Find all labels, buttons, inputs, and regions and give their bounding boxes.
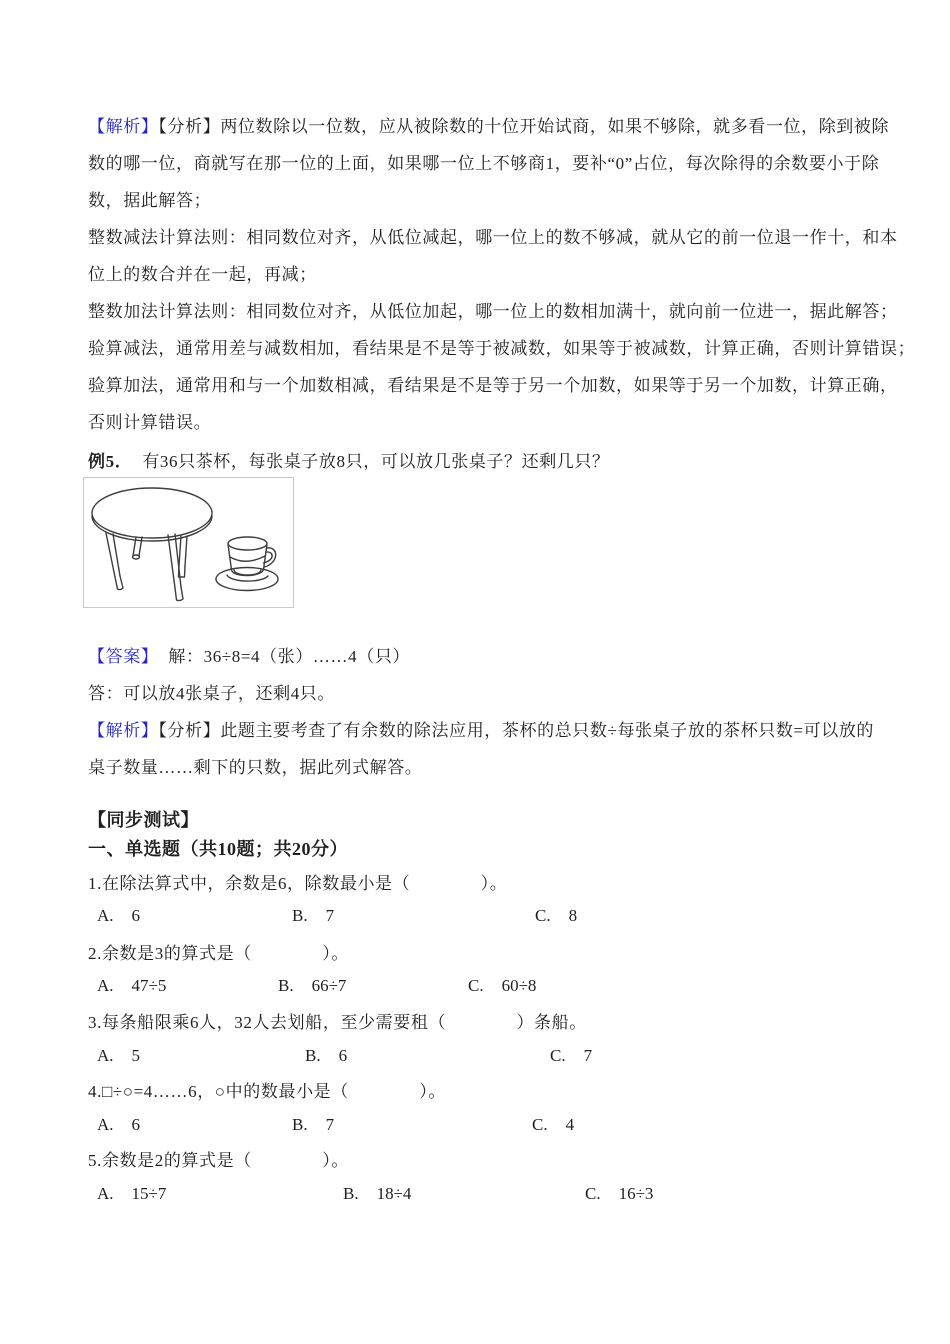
answer-analysis-line: 桌子数量……剩下的只数，据此列式解答。 xyxy=(88,758,423,777)
analysis-line: 整数减法计算法则：相同数位对齐，从低位减起，哪一位上的数不够减，就从它的前一位退一作十，和本 xyxy=(88,228,898,247)
option-a: A. 15÷7 xyxy=(97,1184,167,1203)
question-stem: 3.每条船限乘6人，32人去划船，至少需要租（ ）条船。 xyxy=(88,1013,587,1032)
option-b: B. 6 xyxy=(305,1046,348,1065)
teacup-drawing xyxy=(216,537,278,591)
option-c: C. 8 xyxy=(535,906,578,925)
option-b: B. 66÷7 xyxy=(278,976,347,995)
option-c: C. 60÷8 xyxy=(468,976,537,995)
option-a: A. 47÷5 xyxy=(97,976,167,995)
answer-solution: 解：36÷8=4（张）……4（只） xyxy=(168,647,411,666)
option-a: A. 6 xyxy=(97,1115,141,1134)
analysis-line: 位上的数合并在一起，再减； xyxy=(88,265,317,284)
subsection-title: 一、单选题（共10题；共20分） xyxy=(88,839,348,859)
analysis-line: 验算加法，通常用和与一个加数相减，看结果是不是等于另一个加数，如果等于另一个加数，计算正确， xyxy=(88,376,898,395)
analysis-line: 验算减法，通常用差与减数相加，看结果是不是等于被减数，如果等于被减数，计算正确，否则计算错误； xyxy=(88,339,916,358)
daan-bracket-label: 【答案】 xyxy=(88,647,159,666)
answer-line xyxy=(88,645,868,668)
analysis-text: 两位数除以一位数，应从被除数的十位开始试商，如果不够除，就多看一位，除到被除 xyxy=(220,117,890,136)
option-a: A. 5 xyxy=(97,1046,141,1065)
answer-analysis-text: 此题主要考查了有余数的除法应用，茶杯的总只数÷每张桌子放的茶杯只数=可以放的 xyxy=(220,721,875,740)
jiexi-bracket-label: 【解析】 xyxy=(88,117,159,136)
option-b: B. 18÷4 xyxy=(343,1184,412,1203)
question-stem: 2.余数是3的算式是（ ）。 xyxy=(88,944,349,963)
analysis-line: 数，据此解答； xyxy=(88,191,212,210)
fenxi-bracket-label: 【分析】 xyxy=(158,721,221,740)
analysis-line: 整数加法计算法则：相同数位对齐，从低位加起，哪一位上的数相加满十，就向前一位进一，据此解答； xyxy=(88,302,898,321)
example-5-label: 例5． xyxy=(88,452,133,471)
answer-sentence: 答：可以放4张桌子，还剩4只。 xyxy=(88,684,335,703)
option-b: B. 7 xyxy=(292,906,335,925)
section-title: 【同步测试】 xyxy=(88,810,199,830)
fenxi-bracket-label: 【分析】 xyxy=(158,117,221,136)
option-c: C. 7 xyxy=(550,1046,593,1065)
jiexi-bracket-label: 【解析】 xyxy=(88,721,159,740)
example-image-table-and-teacup xyxy=(83,477,294,608)
question-stem: 5.余数是2的算式是（ ）。 xyxy=(88,1151,349,1170)
table-drawing xyxy=(92,488,212,601)
option-c: C. 4 xyxy=(532,1115,575,1134)
analysis-line xyxy=(88,115,890,138)
example-5-line xyxy=(88,450,868,473)
answer-analysis-line xyxy=(88,719,875,742)
question-stem: 4.□÷○=4……6，○中的数最小是（ ）。 xyxy=(88,1082,446,1101)
example-5-question: 有36只茶杯，每张桌子放8只，可以放几张桌子？还剩几只？ xyxy=(142,452,610,471)
option-c: C. 16÷3 xyxy=(585,1184,654,1203)
option-b: B. 7 xyxy=(292,1115,335,1134)
question-stem: 1.在除法算式中，余数是6，除数最小是（ ）。 xyxy=(88,874,508,893)
analysis-line: 数的哪一位，商就写在那一位的上面，如果哪一位上不够商1，要补“0”占位，每次除得的余数要小于除 xyxy=(88,154,880,173)
option-a: A. 6 xyxy=(97,906,141,925)
analysis-line: 否则计算错误。 xyxy=(88,413,212,432)
